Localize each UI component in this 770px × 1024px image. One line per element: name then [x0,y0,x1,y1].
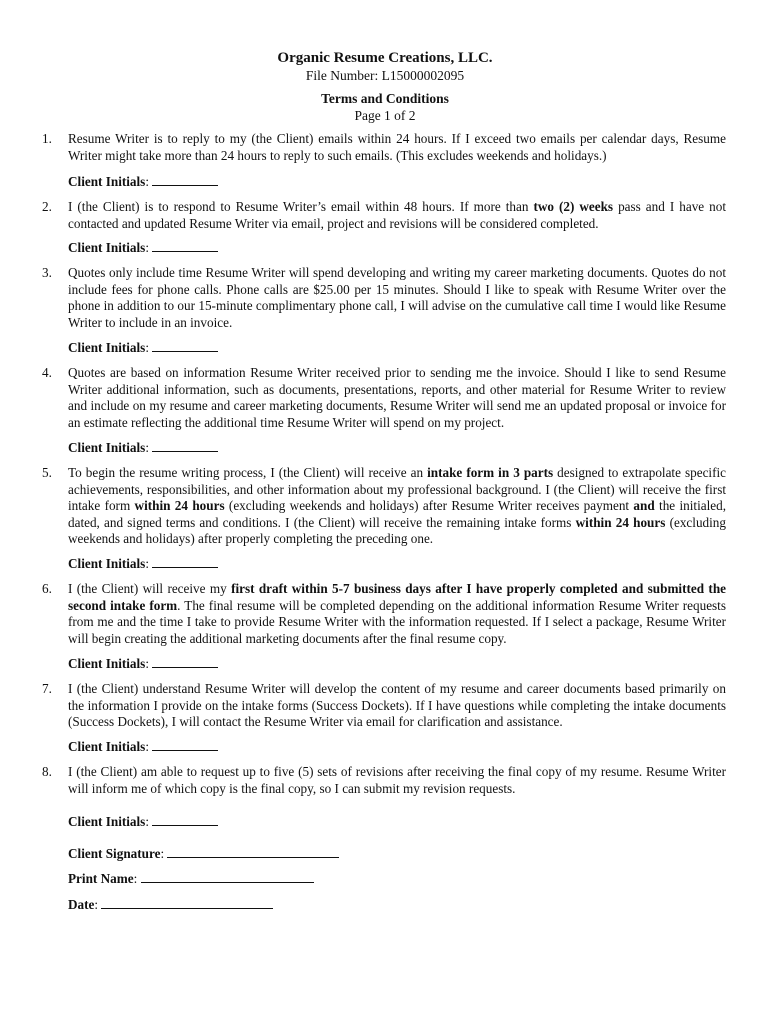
term-item-1 [42,131,726,164]
client-initials-label: Client Initials [68,814,146,829]
client-initials-label: Client Initials [68,656,146,671]
initials-blank[interactable] [152,739,218,751]
client-initials-5: Client Initials: [68,556,218,572]
item-text-segment: I (the Client) will receive my [68,581,232,596]
item-number: 7. [42,681,52,696]
client-signature-line: Client Signature: [68,846,339,862]
document-title: Terms and Conditions [321,91,449,106]
client-initials-label: Client Initials [68,340,146,355]
client-initials-4: Client Initials: [68,440,218,456]
item-number: 1. [42,131,52,146]
client-initials-6: Client Initials: [68,656,218,672]
item-text-segment: Quotes only include time Resume Writer will spend developing and writing my career marketing documents. Quotes do not include fees for phone calls. Phone calls are $25.00 per 15 minutes. Should I like to speak with Resume Writer over the phone in addition to our 15-minute complimentary phone call, I will advise on the cumulative call time I would like Resume Writer to include in an invoice. [68,265,726,330]
item-text [68,131,726,163]
item-text [68,681,726,729]
term-item-4 [42,365,726,431]
term-item-6 [42,581,727,647]
item-text [68,465,726,546]
date-label: Date [68,897,95,912]
item-text [68,199,726,231]
signature-blank[interactable] [167,846,339,858]
print-name-label: Print Name [68,871,134,886]
initials-blank[interactable] [152,174,218,186]
client-initials-8: Client Initials: [68,814,218,830]
file-number: File Number: L15000002095 [305,68,465,83]
item-text-bold: first draft within 5-7 business days after I have properly completed and submitted the second intake form [68,581,727,613]
item-number: 4. [42,365,52,380]
print-name-line: Print Name: [68,871,314,887]
initials-blank[interactable] [152,340,218,352]
item-text-segment: I (the Client) understand Resume Writer will develop the content of my resume and career documents based primarily on the information I provide on the intake forms (Success Dockets). If I have questions while completing the intake documents (Success Dockets), I will contact the Resume Writer via email for clarification and assistance. [68,681,726,730]
item-number: 3. [42,265,52,280]
initials-blank[interactable] [152,440,218,452]
company-name: Organic Resume Creations, LLC. [277,50,493,66]
client-initials-label: Client Initials [68,556,146,571]
item-number: 6. [42,581,52,596]
item-text-segment: I (the Client) am able to request up to five (5) sets of revisions after receiving the final copy of my resume. Resume Writer will inform me of which copy is the final copy, so I can submit my revision requests. [68,764,726,796]
item-text-bold: within 24 hours [575,514,666,530]
client-initials-label: Client Initials [68,174,146,189]
client-initials-2: Client Initials: [68,240,218,256]
item-text-segment: To begin the resume writing process, I (the Client) will receive an [68,465,428,480]
date-line: Date: [68,897,273,913]
item-text-segment: Resume Writer is to reply to my (the Client) emails within 24 hours. If I exceed two emails per calendar days, Resume Writer might take more than 24 hours to reply to such emails. (This excludes weekends and holidays.) [68,131,726,163]
item-number: 2. [42,199,52,214]
date-blank[interactable] [101,897,273,909]
client-initials-3: Client Initials: [68,340,218,356]
term-item-3 [42,265,726,331]
item-text-segment: (excluding weekends and holidays) after Resume Writer receives payment [224,498,634,514]
item-text [68,764,726,796]
initials-blank[interactable] [152,814,218,826]
item-text-bold: and [633,498,655,514]
initials-blank[interactable] [152,240,218,252]
client-initials-label: Client Initials [68,739,146,754]
item-text-segment: designed to extrapolate specific achievements, responsibilities, and other information about my professional background. I (the Client) will receive the first intake form [68,465,726,514]
initials-blank[interactable] [152,656,218,668]
item-number: 8. [42,764,52,779]
item-text-bold: two (2) weeks [533,199,614,214]
item-text [68,365,726,430]
page-number: Page 1 of 2 [354,108,416,123]
item-text-bold: within 24 hours [134,498,225,514]
item-text-bold: intake form in 3 parts [427,465,554,480]
item-text-segment: Quotes are based on information Resume Writer received prior to sending me the invoice. Should I like to send Resume Writer additional information, such as documents, presentations, reports, and other material for Resume Writer to review and include on my resume and career marketing documents, Resume Writer will send me an updated proposal or invoice for an estimate reflecting the additional time Resume Writer will spend on my project. [68,365,726,430]
item-text-segment: pass and I have not contacted and updated Resume Writer via email, project and revisions will be considered completed. [68,199,726,231]
term-item-8 [42,764,726,797]
client-initials-1: Client Initials: [68,174,218,190]
term-item-7 [42,681,726,731]
term-item-5 [42,465,726,548]
client-initials-label: Client Initials [68,440,146,455]
initials-blank[interactable] [152,556,218,568]
item-text-segment: the initialed, dated, and signed terms and conditions. I (the Client) will receive the remaining intake forms [68,498,726,530]
print-name-blank[interactable] [141,871,314,883]
client-initials-7: Client Initials: [68,739,218,755]
item-text [68,581,726,646]
item-text-segment: I (the Client) is to respond to Resume Writer’s email within 48 hours. If more than [68,199,534,214]
item-text [68,265,726,330]
item-number: 5. [42,465,52,480]
client-initials-label: Client Initials [68,240,146,255]
item-text-segment: . The final resume will be completed depending on the additional information Resume Writer requests from me and the time I take to provide Resume Writer with the information requested. If I select a package, Resume Writer will begin creating the additional marketing documents after the final resume copy. [68,597,726,646]
term-item-2 [42,199,726,232]
item-text-segment: (excluding weekends and holidays) after properly completing the preceding one. [68,514,726,547]
client-signature-label: Client Signature [68,846,161,861]
